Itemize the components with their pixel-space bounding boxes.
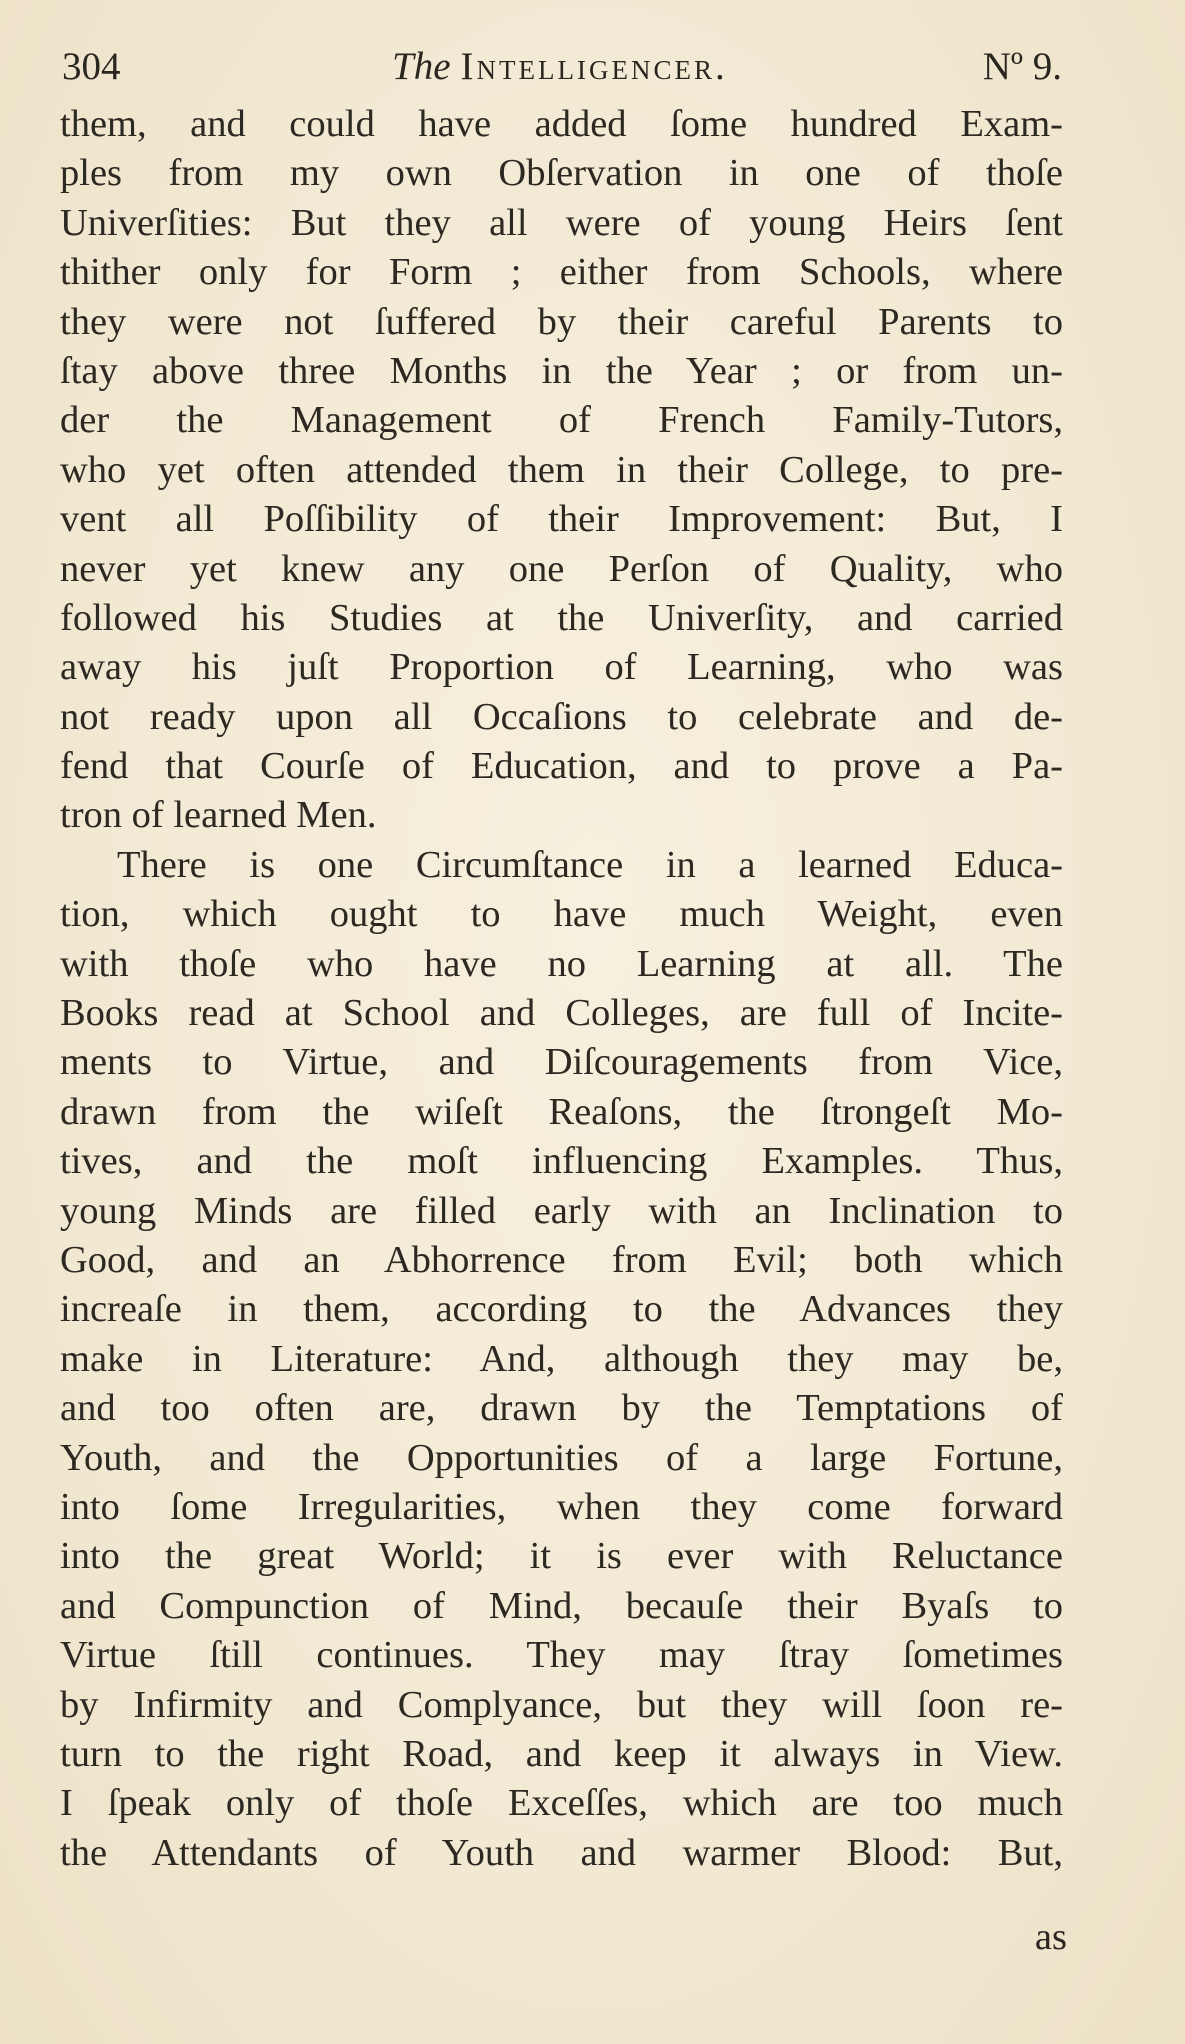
text-line: make in Literature: And, although they may be, — [60, 1337, 1063, 1380]
text-line: I ſpeak only of thoſe Exceſſes, which are too much — [60, 1782, 1063, 1825]
text-line: Youth, and the Opportunities of a large Fortune, — [60, 1436, 1063, 1479]
text-line: There is one Circumſtance in a learned Educa- — [117, 843, 1063, 886]
text-line: ſtay above three Months in the Year ; or from un- — [60, 349, 1063, 392]
text-line: the Attendants of Youth and warmer Blood: But, — [60, 1831, 1063, 1874]
catchword: as — [1034, 1916, 1067, 1958]
text-line: followed his Studies at the Univerſity, and carried — [60, 596, 1063, 639]
text-line: them, and could have added ſome hundred Exam- — [60, 103, 1063, 145]
text-line: fend that Courſe of Education, and to prove a Pa- — [60, 745, 1063, 788]
running-header — [62, 40, 1062, 94]
running-title-name: Intelligencer. — [460, 45, 728, 88]
text-line: ples from my own Obſervation in one of thoſe — [60, 152, 1063, 195]
text-line: ments to Virtue, and Diſcouragements from Vice, — [60, 1041, 1063, 1084]
text-line: away his juſt Proportion of Learning, who was — [60, 646, 1063, 689]
page-number: 304 — [62, 45, 121, 88]
text-line: Good, and an Abhorrence from Evil; both which — [60, 1238, 1063, 1281]
text-line: turn to the right Road, and keep it always in View. — [60, 1732, 1063, 1775]
text-line: increaſe in them, according to the Advances they — [60, 1288, 1063, 1331]
text-line: and Compunction of Mind, becauſe their Byaſs to — [60, 1584, 1063, 1627]
text-line: Virtue ſtill continues. They may ſtray ſometimes — [60, 1634, 1063, 1677]
text-line: who yet often attended them in their College, to pre- — [60, 448, 1063, 491]
text-line: Books read at School and Colleges, are full of Incite- — [60, 992, 1063, 1035]
paragraph-2 — [60, 841, 1063, 1878]
text-line: by Infirmity and Complyance, but they will ſoon re- — [60, 1683, 1063, 1726]
text-line: into the great World; it is ever with Reluctance — [60, 1535, 1063, 1578]
body-text — [60, 100, 1063, 1878]
running-title — [392, 40, 728, 94]
text-line: into ſome Irregularities, when they come forward — [60, 1485, 1063, 1528]
text-line: tives, and the moſt influencing Examples. Thus, — [60, 1140, 1063, 1183]
text-line: and too often are, drawn by the Temptations of — [60, 1387, 1063, 1430]
text-line: never yet knew any one Perſon of Quality, who — [60, 547, 1063, 590]
text-line: tron of learned Men. — [60, 794, 377, 837]
running-title-article: The — [392, 45, 451, 88]
text-line: young Minds are filled early with an Inclination to — [60, 1189, 1063, 1232]
text-line: with thoſe who have no Learning at all. The — [60, 942, 1063, 985]
issue-number: Nº 9. — [982, 45, 1062, 88]
text-line: vent all Poſſibility of their Improvement: But, I — [60, 498, 1063, 541]
text-line: tion, which ought to have much Weight, even — [60, 893, 1063, 936]
text-line: thither only for Form ; either from Schools, where — [60, 251, 1063, 294]
text-line: drawn from the wiſeſt Reaſons, the ſtrongeſt Mo- — [60, 1090, 1063, 1133]
text-line: Univerſities: But they all were of young Heirs ſent — [60, 201, 1063, 244]
text-line: der the Management of French Family-Tutors, — [60, 399, 1063, 442]
paragraph-1 — [60, 100, 1063, 841]
text-line: they were not ſuffered by their careful Parents to — [60, 300, 1063, 343]
text-line: not ready upon all Occaſions to celebrate and de- — [60, 695, 1063, 738]
